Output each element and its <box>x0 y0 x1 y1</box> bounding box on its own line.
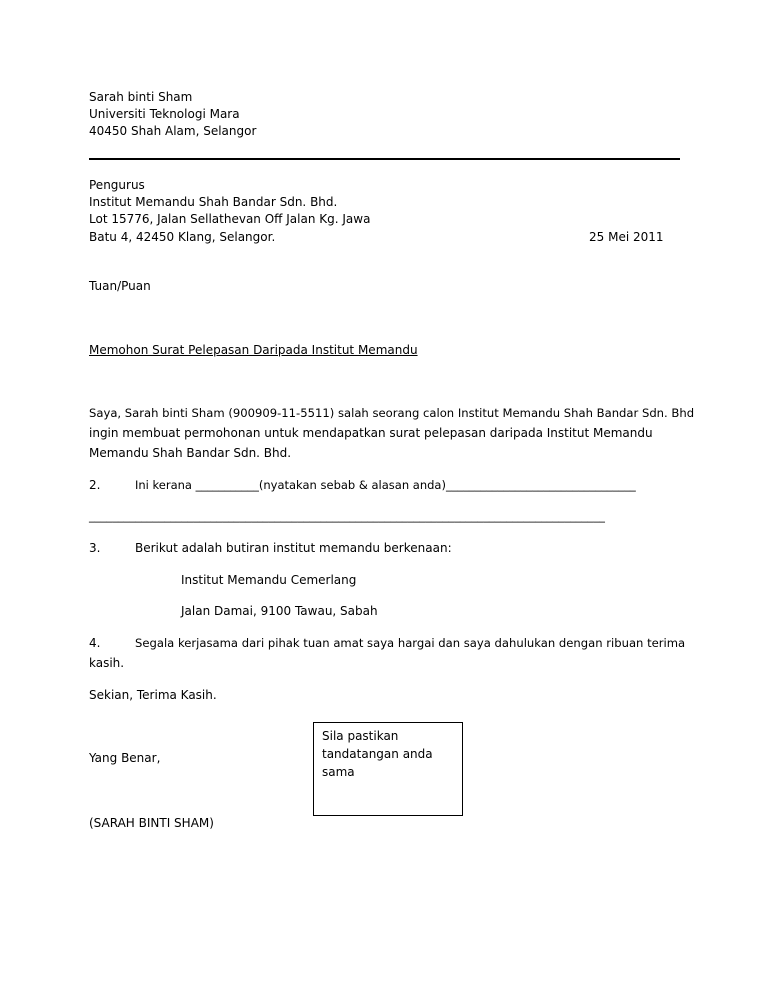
para4-text-cont: kasih. <box>89 656 125 670</box>
letter-date: 25 Mei 2011 <box>589 230 664 244</box>
note-line3: sama <box>322 765 355 779</box>
salutation: Tuan/Puan <box>89 279 151 293</box>
closing: Sekian, Terima Kasih. <box>89 688 217 702</box>
recipient-title: Pengurus <box>89 178 145 192</box>
body-para1-line1: Saya, Sarah binti Sham (900909-11-5511) salah seorang calon Institut Memandu Shah Bandar Sdn. Bhd <box>89 406 695 420</box>
para3-institute-name: Institut Memandu Cemerlang <box>181 573 357 587</box>
sign-off: Yang Benar, <box>89 751 161 765</box>
sender-address: 40450 Shah Alam, Selangor <box>89 124 257 138</box>
body-para1-line2: ingin membuat permohonan untuk mendapatkan surat pelepasan daripada Institut Memandu <box>89 426 653 440</box>
para2-text: Ini kerana ___________(nyatakan sebab & alasan anda)_________________________________ <box>135 478 636 492</box>
recipient-address2: Batu 4, 42450 Klang, Selangor. <box>89 230 276 244</box>
signature-note-box <box>313 722 463 816</box>
para3-text: Berikut adalah butiran institut memandu berkenaan: <box>135 541 452 555</box>
signature-name: (SARAH BINTI SHAM) <box>89 816 214 830</box>
para3-institute-address: Jalan Damai, 9100 Tawau, Sabah <box>181 604 378 618</box>
para4-text: Segala kerjasama dari pihak tuan amat saya hargai dan saya dahulukan dengan ribuan terima <box>135 636 686 650</box>
recipient-company: Institut Memandu Shah Bandar Sdn. Bhd. <box>89 195 338 209</box>
sender-institution: Universiti Teknologi Mara <box>89 107 240 121</box>
note-line1: Sila pastikan <box>322 729 399 743</box>
letter-subject: Memohon Surat Pelepasan Daripada Institut Memandu <box>89 343 418 357</box>
para3-number: 3. <box>89 541 101 555</box>
body-para1-line3: Memandu Shah Bandar Sdn. Bhd. <box>89 446 292 460</box>
sender-name: Sarah binti Sham <box>89 90 193 104</box>
para4-number: 4. <box>89 636 101 650</box>
para2-number: 2. <box>89 478 101 492</box>
header-divider <box>89 158 680 160</box>
recipient-address1: Lot 15776, Jalan Sellathevan Off Jalan Kg. Jawa <box>89 212 371 226</box>
para2-blank-line: _________________________________________________________________________________________ <box>89 509 605 523</box>
note-line2: tandatangan anda <box>322 747 433 761</box>
